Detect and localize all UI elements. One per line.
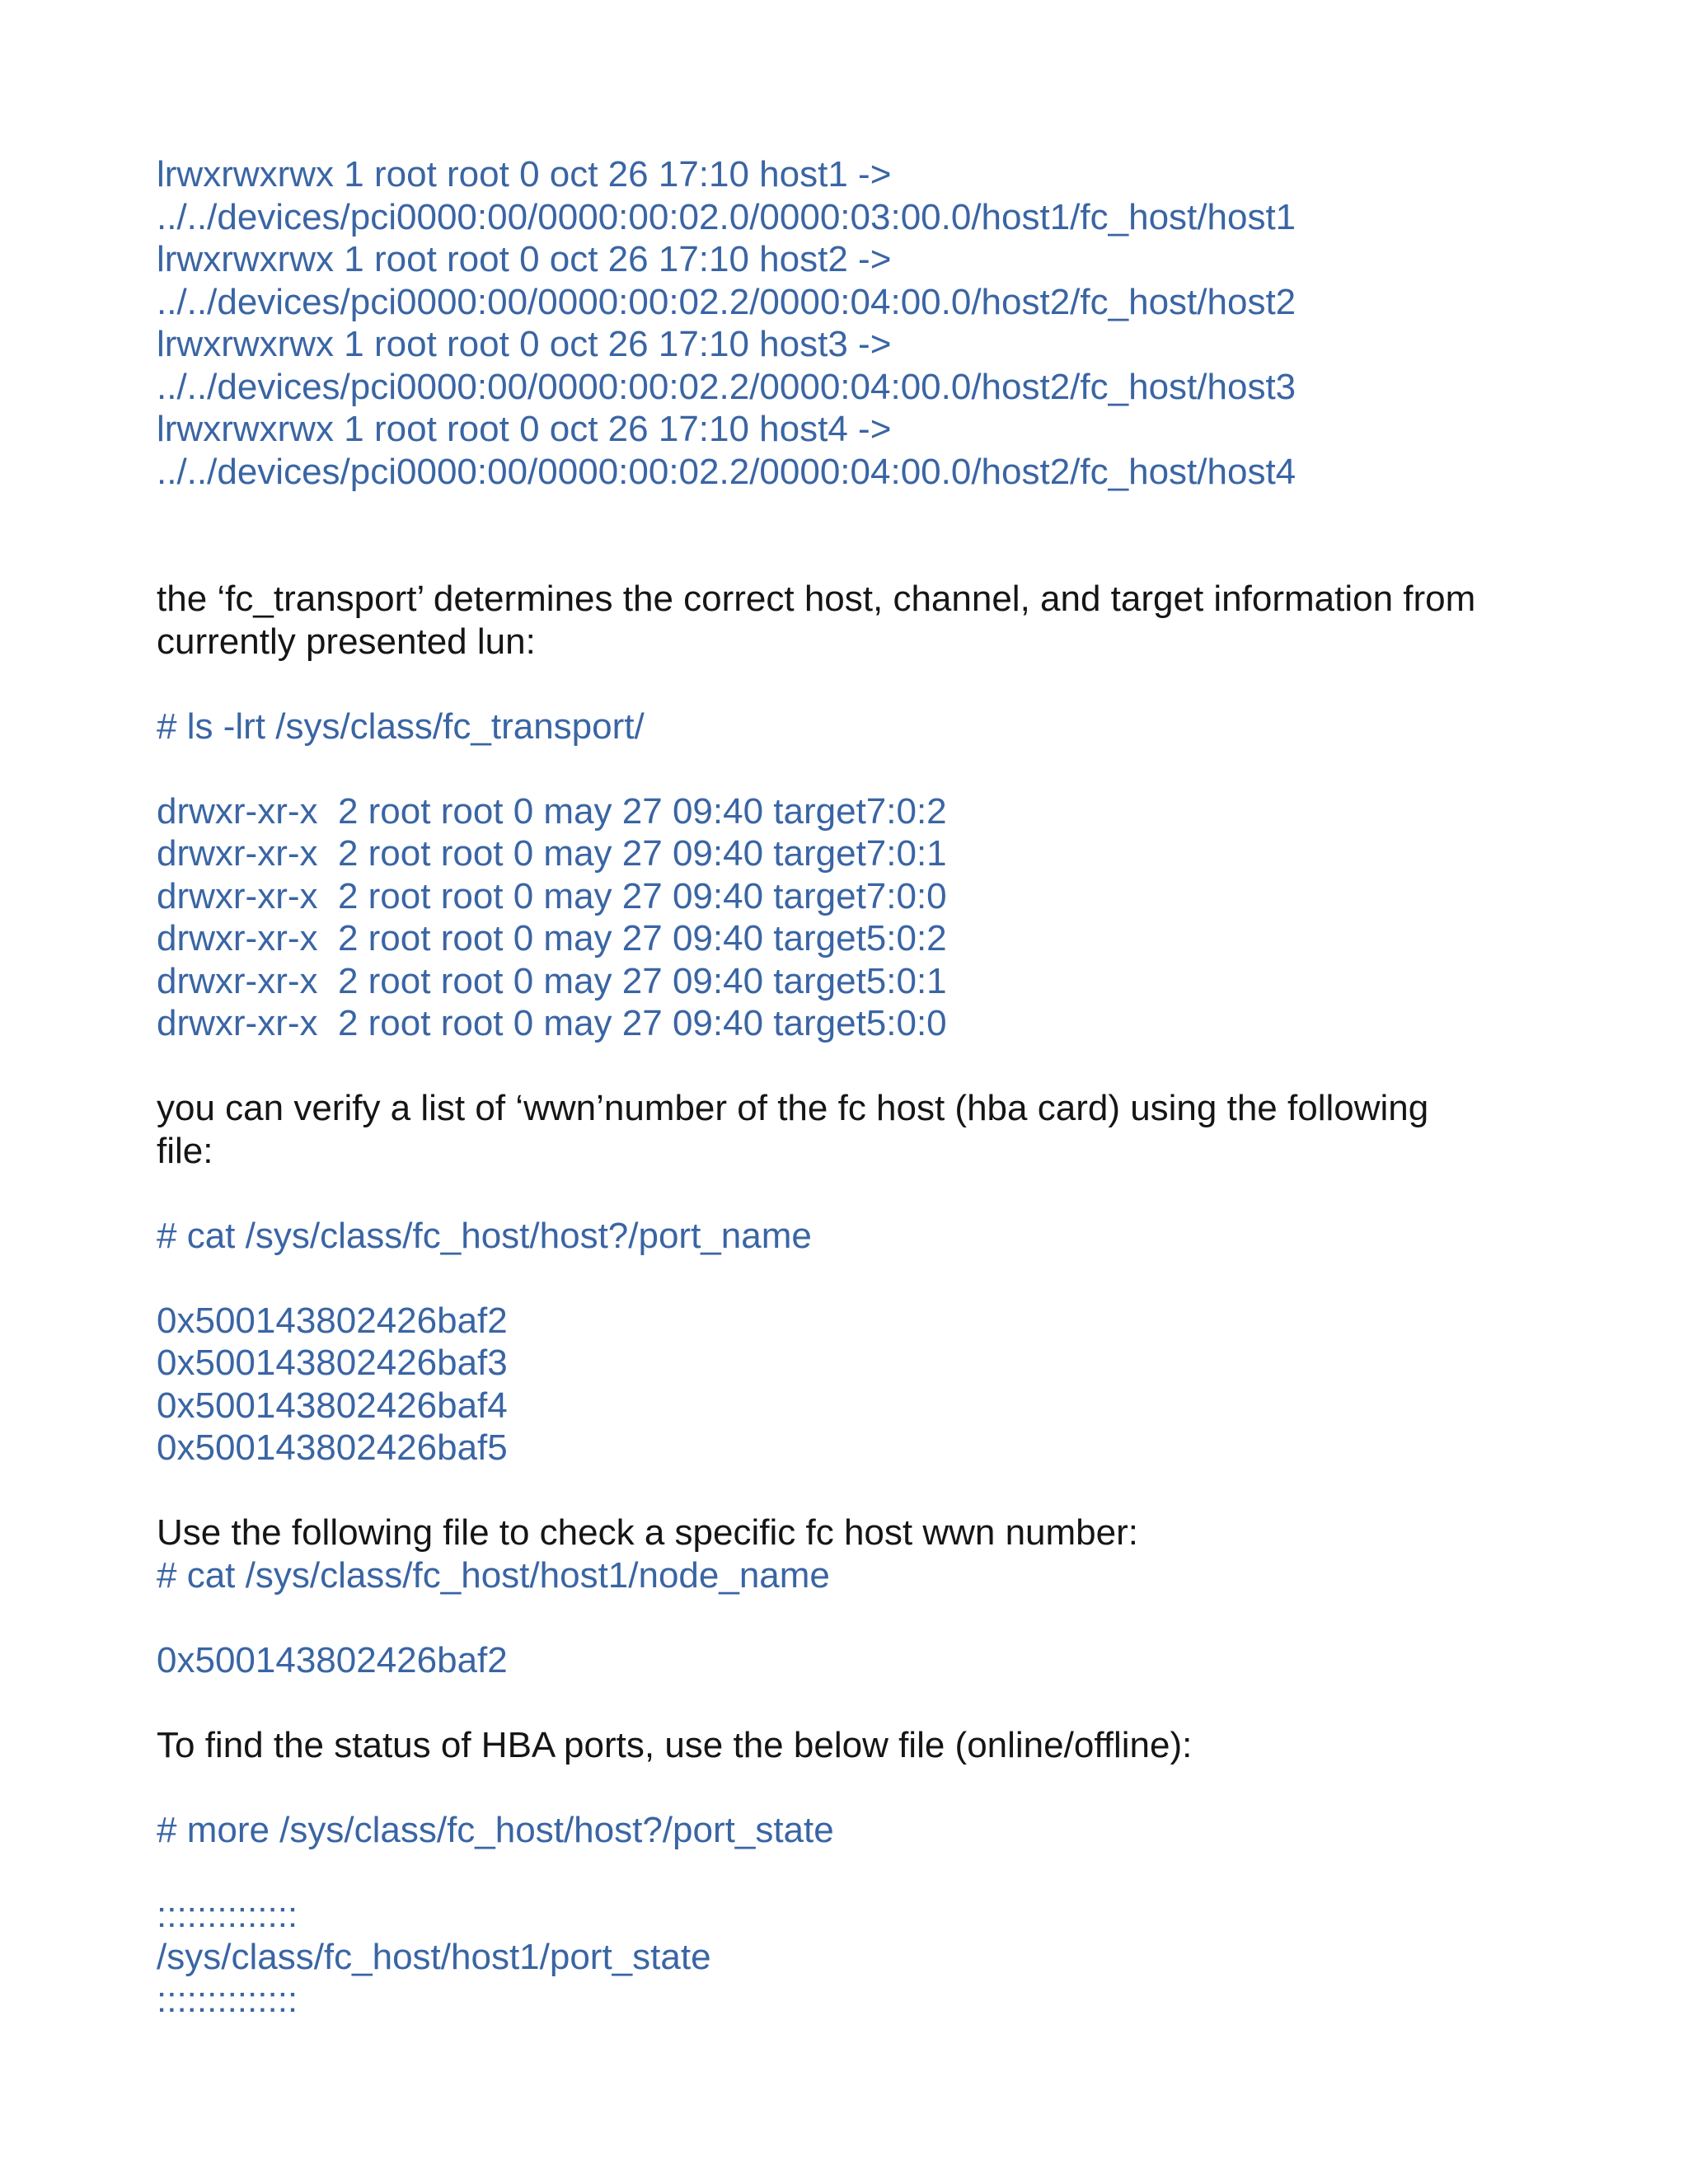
prose-line: file: [157, 1130, 213, 1171]
transport-listing [157, 790, 1558, 1045]
code-line: 0x500143802426baf2 [157, 1300, 508, 1341]
status-output [157, 1894, 1558, 2022]
code-line: drwxr-xr-x 2 root root 0 may 27 09:40 target7:0:0 [157, 875, 947, 916]
code-line: ../../devices/pci0000:00/0000:00:02.2/0000:04:00.0/host2/fc_host/host4 [157, 451, 1296, 492]
code-line: :::::::::::::: [157, 1894, 298, 1935]
status-intro-paragraph: To find the status of HBA ports, use the below file (online/offline): [157, 1724, 1193, 1765]
node-intro-paragraph: Use the following file to check a specific fc host wwn number: [157, 1512, 1138, 1553]
code-line: ../../devices/pci0000:00/0000:00:02.0/0000:03:00.0/host1/fc_host/host1 [157, 196, 1296, 237]
symlink-listing [157, 153, 1558, 493]
code-line: drwxr-xr-x 2 root root 0 may 27 09:40 target5:0:0 [157, 1003, 947, 1043]
transport-intro-paragraph [157, 578, 1558, 663]
node-value: 0x500143802426baf2 [157, 1639, 508, 1680]
wwn-values [157, 1300, 1558, 1469]
code-line: lrwxrwxrwx 1 root root 0 oct 26 17:10 host1 -> [157, 154, 892, 194]
code-line: ../../devices/pci0000:00/0000:00:02.2/0000:04:00.0/host2/fc_host/host3 [157, 366, 1296, 407]
code-line: lrwxrwxrwx 1 root root 0 oct 26 17:10 host4 -> [157, 409, 892, 449]
prose-line: currently presented lun: [157, 621, 536, 662]
code-line: drwxr-xr-x 2 root root 0 may 27 09:40 target7:0:2 [157, 790, 947, 832]
code-line: /sys/class/fc_host/host1/port_state [157, 1937, 711, 1977]
code-line: lrwxrwxrwx 1 root root 0 oct 26 17:10 host2 -> [157, 239, 892, 279]
code-line: 0x500143802426baf5 [157, 1427, 508, 1468]
prose-line: the ‘fc_transport’ determines the correct host, channel, and target information from [157, 579, 1476, 619]
code-line: 0x500143802426baf3 [157, 1343, 508, 1383]
code-line: drwxr-xr-x 2 root root 0 may 27 09:40 target5:0:2 [157, 918, 947, 958]
wwn-command: # cat /sys/class/fc_host/host?/port_name [157, 1215, 812, 1256]
status-command: # more /sys/class/fc_host/host?/port_state [157, 1809, 834, 1850]
code-line: lrwxrwxrwx 1 root root 0 oct 26 17:10 host3 -> [157, 324, 892, 364]
document-page [157, 153, 1558, 2021]
code-line: drwxr-xr-x 2 root root 0 may 27 09:40 target5:0:1 [157, 960, 947, 1001]
node-command: # cat /sys/class/fc_host/host1/node_name [157, 1554, 830, 1596]
prose-line: you can verify a list of ‘wwn’number of the fc host (hba card) using the following [157, 1088, 1429, 1128]
transport-command: # ls -lrt /sys/class/fc_transport/ [157, 705, 645, 747]
code-line: :::::::::::::: [157, 1979, 298, 2020]
code-line: 0x500143802426baf4 [157, 1385, 508, 1426]
code-line: drwxr-xr-x 2 root root 0 may 27 09:40 target7:0:1 [157, 833, 947, 874]
wwn-intro-paragraph [157, 1087, 1558, 1172]
code-line: ../../devices/pci0000:00/0000:00:02.2/0000:04:00.0/host2/fc_host/host2 [157, 281, 1296, 322]
